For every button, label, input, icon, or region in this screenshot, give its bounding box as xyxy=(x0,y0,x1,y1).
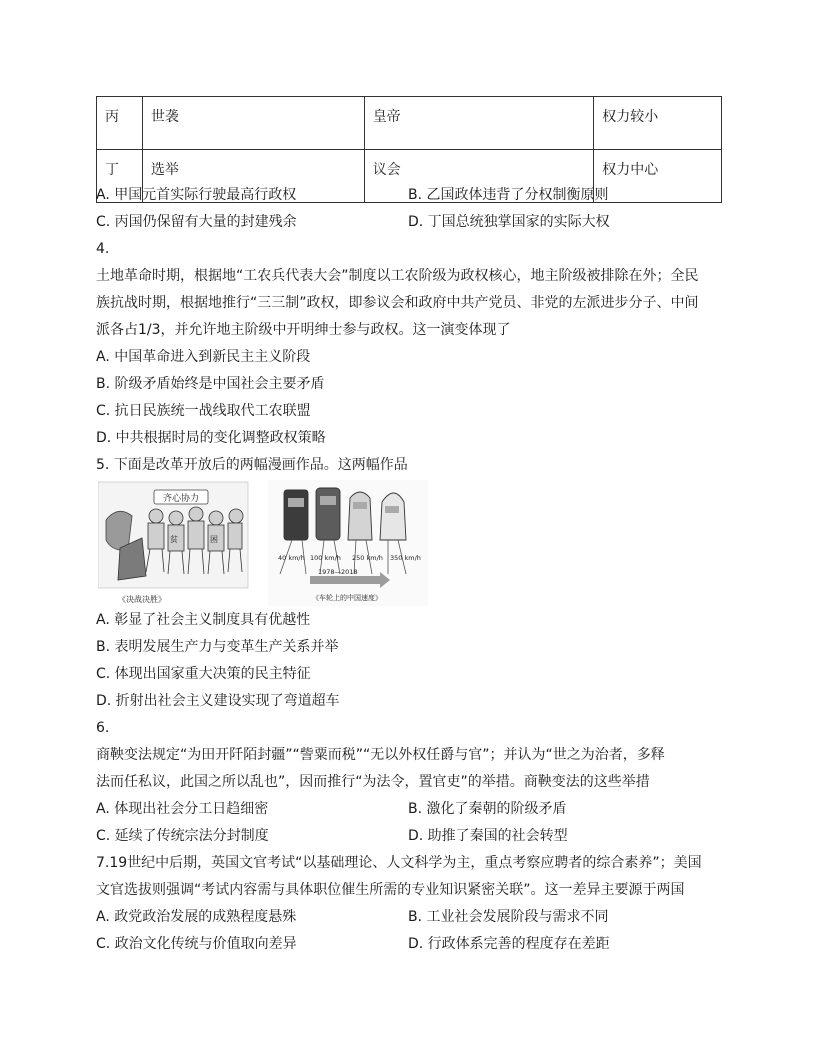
q6-stem-line: 法而任私议，此国之所以乱也”，因而推行“为法令，置官吏”的举措。商鞅变法的这些举措 xyxy=(96,774,650,790)
cartoon-caption: 《车轮上的中国速度》 xyxy=(312,594,382,602)
q6-stem-line: 商鞅变法规定“为田开阡陌封疆”“訾粟而税”“无以外权任爵与官”；并认为“世之为治者，多释 xyxy=(96,747,665,763)
q7-option-a: A. 政党政治发展的成熟程度悬殊 xyxy=(96,909,297,925)
banner-text: 齐心协力 xyxy=(162,494,200,504)
q4-stem-line: 派各占1/3，并允许地主阶级中开明绅士参与政权。这一演变体现了 xyxy=(96,322,511,338)
q5-option-c: C. 体现出国家重大决策的民主特征 xyxy=(96,666,311,682)
table-cell: 议会 xyxy=(364,150,594,203)
speed-label: 250 km/h xyxy=(352,554,383,562)
q6-option-c: C. 延续了传统宗法分封制度 xyxy=(96,828,269,844)
q4-option-b: B. 阶级矛盾始终是中国社会主要矛盾 xyxy=(96,376,325,392)
timeline-years: 1978—2018 xyxy=(318,568,358,576)
cartoon-images xyxy=(98,480,428,606)
table-cell: 丁 xyxy=(97,150,143,203)
q7-stem-line: 7.19世纪中后期，英国文官考试“以基础理论、人文科学为主，重点考察应聘者的综合素养”；美国 xyxy=(96,855,702,871)
speed-label: 100 km/h xyxy=(310,554,341,562)
table-cell: 皇帝 xyxy=(364,97,594,150)
speed-label: 40 km/h xyxy=(278,554,305,562)
q4-stem-line: 土地革命时期，根据地“工农兵代表大会”制度以工农阶级为政权核心，地主阶级被排除在外；全民 xyxy=(96,268,699,284)
table-cell: 权力中心 xyxy=(594,150,722,203)
q5-option-b: B. 表明发展生产力与变革生产关系并举 xyxy=(96,639,339,655)
q4-number: 4. xyxy=(96,241,110,257)
cartoon-decisive-battle xyxy=(98,482,248,604)
cartoon-caption: 《决战决胜》 xyxy=(118,595,166,604)
q6-option-a: A. 体现出社会分工日趋细密 xyxy=(96,801,269,817)
q6-number: 6. xyxy=(96,720,110,736)
q6-option-d: D. 助推了秦国的社会转型 xyxy=(408,828,568,844)
q7-stem-line: 文官选拔则强调“考试内容需与具体职位催生所需的专业知识紧密关联”。这一差异主要源于两国 xyxy=(96,882,685,898)
q3-option-b: B. 乙国政体违背了分权制衡原则 xyxy=(408,187,609,203)
cartoon-china-speed xyxy=(268,480,428,606)
table-cell: 选举 xyxy=(142,150,364,203)
q5-option-d: D. 折射出社会主义建设实现了弯道超车 xyxy=(96,693,340,709)
table-cell: 丙 xyxy=(97,97,143,150)
table-cell: 权力较小 xyxy=(594,97,722,150)
q4-option-c: C. 抗日民族统一战线取代工农联盟 xyxy=(96,403,311,419)
q7-option-c: C. 政治文化传统与价值取向差异 xyxy=(96,936,297,952)
cartoon-label: 贫 xyxy=(170,535,178,544)
cartoon-label: 困 xyxy=(210,535,218,544)
q5-stem: 5. 下面是改革开放后的两幅漫画作品。这两幅作品 xyxy=(96,457,408,473)
speed-label: 350 km/h xyxy=(390,554,421,562)
table-row xyxy=(97,97,722,150)
q3-option-a: A. 甲国元首实际行驶最高行政权 xyxy=(96,187,297,203)
q4-option-a: A. 中国革命进入到新民主主义阶段 xyxy=(96,349,311,365)
q7-option-b: B. 工业社会发展阶段与需求不同 xyxy=(408,909,609,925)
q3-option-c: C. 丙国仍保留有大量的封建残余 xyxy=(96,214,297,230)
q4-option-d: D. 中共根据时局的变化调整政权策略 xyxy=(96,430,326,446)
q7-option-d: D. 行政体系完善的程度存在差距 xyxy=(408,936,610,952)
table-cell: 世袭 xyxy=(142,97,364,150)
q6-option-b: B. 激化了秦朝的阶级矛盾 xyxy=(408,801,567,817)
q4-stem-line: 族抗战时期，根据地推行“三三制”政权，即参议会和政府中共产党员、非党的左派进步分子、中间 xyxy=(96,295,699,311)
q5-option-a: A. 彰显了社会主义制度具有优越性 xyxy=(96,612,311,628)
q3-option-d: D. 丁国总统独掌国家的实际大权 xyxy=(408,214,610,230)
